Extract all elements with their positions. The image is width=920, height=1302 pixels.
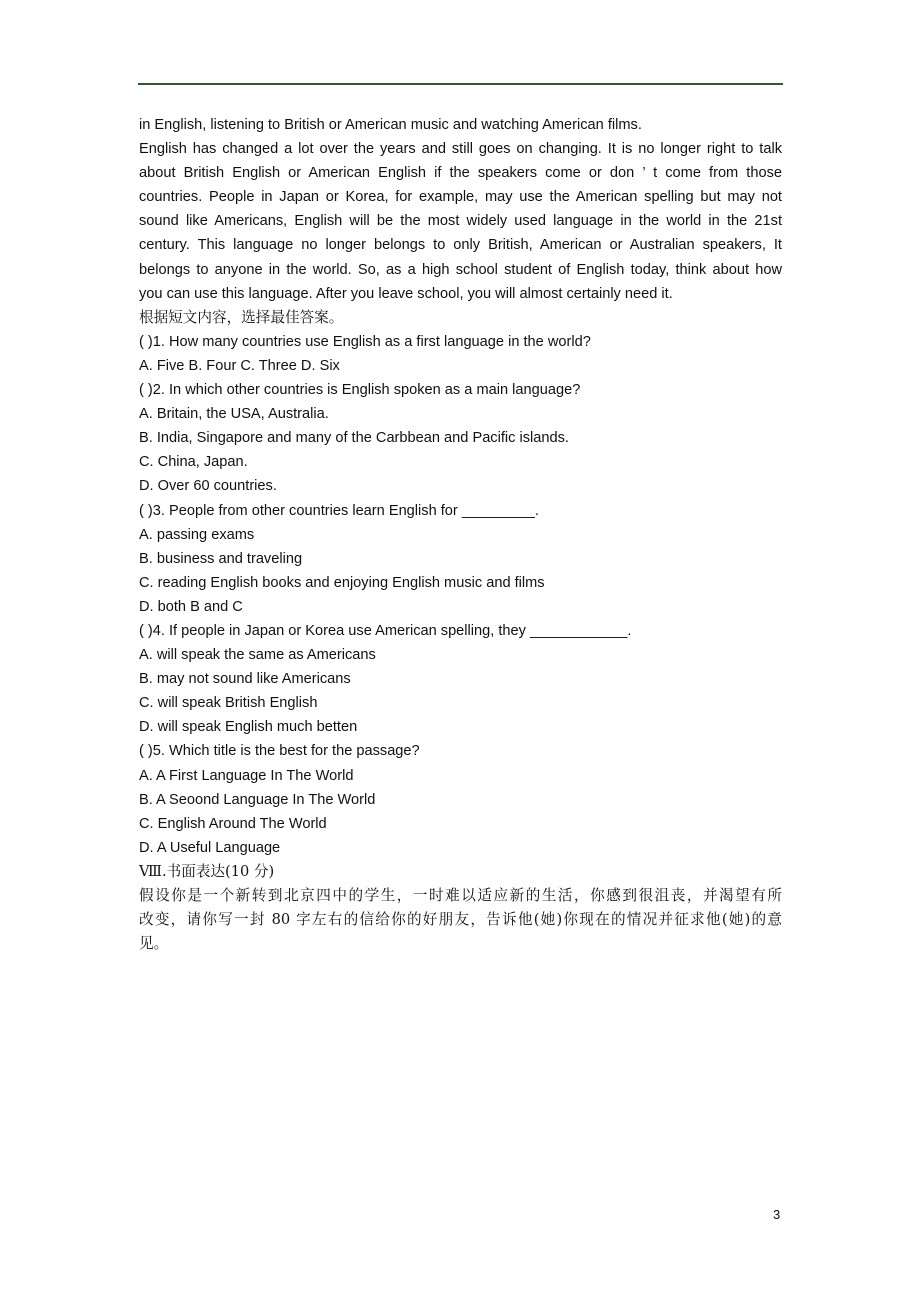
passage-line: century. This language no longer belongs to only British, American or Australian speakers, It — [139, 237, 782, 254]
passage-line: belongs to anyone in the world. So, as a high school student of English today, think about how — [139, 261, 782, 278]
passage-line: you can use this language. After you leave school, you will almost certainly need it. — [139, 285, 673, 302]
answer-option: B. may not sound like Americans — [139, 671, 351, 688]
writing-prompt-line: 改变，请你写一封 80 字左右的信给你的好朋友，告诉他(她)你现在的情况并征求他(她)的意 — [139, 911, 782, 929]
question-stem: ( )4. If people in Japan or Korea use American spelling, they ____________. — [139, 622, 632, 639]
answer-option: B. A Seoond Language In The World — [139, 791, 376, 808]
instruction-text: 根据短文内容，选择最佳答案。 — [139, 308, 344, 326]
answer-option: C. will speak British English — [139, 695, 318, 712]
passage-line: countries. People in Japan or Korea, for example, may use the American spelling but may not — [139, 189, 782, 206]
passage-line: sound like Americans, English will be the most widely used language in the world in the 21st — [139, 213, 782, 230]
answer-option: A. A First Language In The World — [139, 767, 354, 784]
answer-option: D. A Useful Language — [139, 839, 281, 856]
question-stem: ( )2. In which other countries is English spoken as a main language? — [139, 382, 581, 399]
answer-option: D. will speak English much betten — [139, 719, 358, 736]
answer-option: D. both B and C — [139, 598, 243, 615]
passage-line: English has changed a lot over the years and still goes on changing. It is no longer right to talk — [139, 141, 782, 158]
answer-option: A. will speak the same as Americans — [139, 647, 376, 664]
answer-option: C. English Around The World — [139, 815, 327, 832]
answer-option: B. business and traveling — [139, 550, 303, 567]
writing-prompt-line: 假设你是一个新转到北京四中的学生，一时难以适应新的生活，你感到很沮丧，并渴望有所 — [139, 887, 782, 904]
answer-option: C. reading English books and enjoying English music and films — [139, 574, 545, 591]
document-body — [139, 113, 782, 956]
answer-option: C. China, Japan. — [139, 454, 248, 471]
answer-option: A. Britain, the USA, Australia. — [139, 406, 329, 423]
answer-option: A. passing exams — [139, 526, 255, 543]
page-number: 3 — [773, 1207, 781, 1222]
question-stem: ( )3. People from other countries learn English for _________. — [139, 502, 539, 519]
writing-prompt-line: 见。 — [139, 935, 169, 953]
question-stem: ( )5. Which title is the best for the passage? — [139, 743, 420, 760]
passage-line: in English, listening to British or American music and watching American films. — [139, 117, 642, 133]
header-rule — [138, 83, 783, 85]
writing-heading: Ⅷ.书面表达(10 分) — [139, 862, 275, 880]
answer-option: B. India, Singapore and many of the Carbbean and Pacific islands. — [139, 430, 569, 447]
answer-option: D. Over 60 countries. — [139, 478, 277, 495]
question-stem: ( )1. How many countries use English as a first language in the world? — [139, 333, 591, 350]
passage-line: about British English or American English if the speakers come or don ’ t come from those — [139, 165, 782, 182]
answer-option: A. Five B. Four C. Three D. Six — [139, 357, 340, 374]
